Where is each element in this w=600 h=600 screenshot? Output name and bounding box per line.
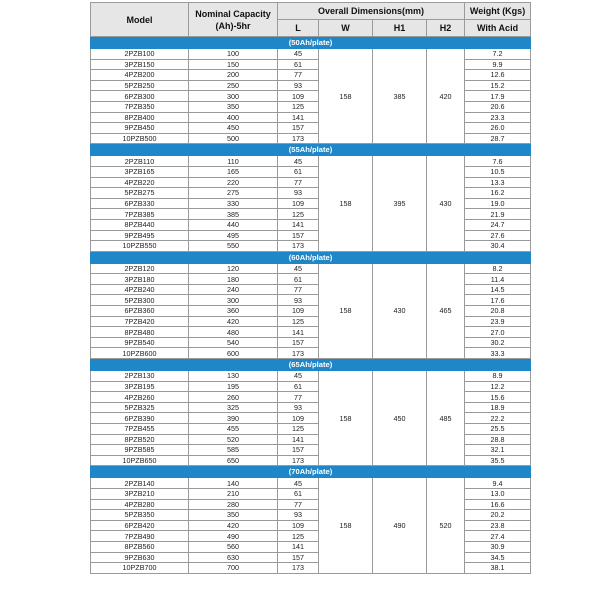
cell-capacity: 455 [189, 424, 278, 435]
table-row [91, 230, 531, 241]
cell-weight: 20.8 [465, 306, 531, 317]
cell-weight: 7.2 [465, 49, 531, 60]
cell-length: 45 [278, 263, 319, 274]
cell-model: 10PZB700 [91, 563, 189, 574]
table-row [91, 219, 531, 230]
cell-model: 2PZB100 [91, 49, 189, 60]
cell-capacity: 480 [189, 327, 278, 338]
cell-height-h2: 520 [427, 478, 465, 573]
cell-length: 109 [278, 413, 319, 424]
cell-length: 93 [278, 188, 319, 199]
table-row [91, 520, 531, 531]
header-l: L [278, 20, 319, 37]
cell-weight: 26.0 [465, 123, 531, 134]
cell-weight: 18.9 [465, 402, 531, 413]
cell-length: 125 [278, 531, 319, 542]
cell-weight: 16.2 [465, 188, 531, 199]
cell-weight: 23.9 [465, 316, 531, 327]
cell-length: 93 [278, 80, 319, 91]
table-row [91, 337, 531, 348]
table-row [91, 402, 531, 413]
cell-width: 158 [319, 49, 373, 144]
table-row [91, 101, 531, 112]
cell-model: 3PZB165 [91, 166, 189, 177]
cell-capacity: 520 [189, 434, 278, 445]
cell-length: 45 [278, 156, 319, 167]
table-row [91, 133, 531, 144]
cell-weight: 9.9 [465, 59, 531, 70]
cell-weight: 8.2 [465, 263, 531, 274]
header-weight: Weight (Kgs) [465, 3, 531, 20]
cell-model: 3PZB210 [91, 488, 189, 499]
header-dimensions: Overall Dimensions(mm) [278, 3, 465, 20]
cell-model: 8PZB440 [91, 219, 189, 230]
cell-capacity: 540 [189, 337, 278, 348]
header-h2: H2 [427, 20, 465, 37]
cell-length: 125 [278, 101, 319, 112]
table-body [91, 37, 531, 574]
cell-weight: 14.5 [465, 284, 531, 295]
group-label: (65Ah/plate) [91, 359, 531, 371]
cell-model: 8PZB560 [91, 541, 189, 552]
table-row [91, 392, 531, 403]
cell-capacity: 165 [189, 166, 278, 177]
cell-model: 6PZB360 [91, 306, 189, 317]
cell-weight: 22.2 [465, 413, 531, 424]
cell-model: 6PZB300 [91, 91, 189, 102]
cell-capacity: 250 [189, 80, 278, 91]
table-row [91, 381, 531, 392]
cell-length: 61 [278, 166, 319, 177]
cell-model: 9PZB540 [91, 337, 189, 348]
cell-length: 157 [278, 337, 319, 348]
cell-model: 5PZB350 [91, 510, 189, 521]
group-row [91, 144, 531, 156]
cell-weight: 8.9 [465, 371, 531, 382]
cell-length: 173 [278, 455, 319, 466]
header-w: W [319, 20, 373, 37]
cell-weight: 32.1 [465, 445, 531, 456]
cell-weight: 21.9 [465, 209, 531, 220]
cell-length: 93 [278, 295, 319, 306]
cell-model: 10PZB500 [91, 133, 189, 144]
table-row [91, 198, 531, 209]
cell-weight: 25.5 [465, 424, 531, 435]
cell-height-h2: 430 [427, 156, 465, 251]
cell-weight: 15.2 [465, 80, 531, 91]
group-row [91, 251, 531, 263]
cell-weight: 16.6 [465, 499, 531, 510]
cell-length: 93 [278, 402, 319, 413]
table-row [91, 274, 531, 285]
cell-model: 7PZB350 [91, 101, 189, 112]
group-row [91, 466, 531, 478]
cell-model: 8PZB400 [91, 112, 189, 123]
cell-model: 7PZB455 [91, 424, 189, 435]
cell-model: 9PZB450 [91, 123, 189, 134]
cell-weight: 34.5 [465, 552, 531, 563]
cell-length: 45 [278, 478, 319, 489]
cell-height-h2: 420 [427, 49, 465, 144]
cell-length: 125 [278, 209, 319, 220]
cell-capacity: 300 [189, 91, 278, 102]
cell-capacity: 550 [189, 241, 278, 252]
cell-length: 109 [278, 198, 319, 209]
cell-weight: 17.9 [465, 91, 531, 102]
cell-weight: 28.8 [465, 434, 531, 445]
cell-capacity: 385 [189, 209, 278, 220]
cell-capacity: 490 [189, 531, 278, 542]
cell-length: 173 [278, 241, 319, 252]
cell-weight: 20.6 [465, 101, 531, 112]
header-capacity: Nominal Capacity (Ah)-5hr [189, 3, 278, 37]
cell-capacity: 495 [189, 230, 278, 241]
cell-capacity: 130 [189, 371, 278, 382]
cell-capacity: 110 [189, 156, 278, 167]
cell-weight: 12.6 [465, 70, 531, 81]
table-row [91, 263, 531, 274]
cell-capacity: 420 [189, 520, 278, 531]
header-h1: H1 [373, 20, 427, 37]
cell-length: 77 [278, 284, 319, 295]
cell-length: 61 [278, 59, 319, 70]
cell-length: 173 [278, 133, 319, 144]
cell-weight: 33.3 [465, 348, 531, 359]
cell-model: 2PZB120 [91, 263, 189, 274]
cell-model: 5PZB275 [91, 188, 189, 199]
cell-model: 2PZB140 [91, 478, 189, 489]
cell-weight: 7.6 [465, 156, 531, 167]
cell-height-h1: 385 [373, 49, 427, 144]
table-row [91, 156, 531, 167]
cell-weight: 13.3 [465, 177, 531, 188]
cell-capacity: 120 [189, 263, 278, 274]
cell-capacity: 140 [189, 478, 278, 489]
cell-capacity: 100 [189, 49, 278, 60]
table-row [91, 531, 531, 542]
cell-capacity: 280 [189, 499, 278, 510]
cell-length: 157 [278, 552, 319, 563]
cell-length: 77 [278, 177, 319, 188]
cell-capacity: 440 [189, 219, 278, 230]
cell-model: 10PZB650 [91, 455, 189, 466]
table-row [91, 80, 531, 91]
cell-weight: 11.4 [465, 274, 531, 285]
table-row [91, 177, 531, 188]
cell-weight: 27.0 [465, 327, 531, 338]
cell-model: 4PZB280 [91, 499, 189, 510]
cell-length: 45 [278, 371, 319, 382]
cell-weight: 27.4 [465, 531, 531, 542]
table-row [91, 295, 531, 306]
cell-length: 45 [278, 49, 319, 60]
cell-capacity: 240 [189, 284, 278, 295]
cell-length: 141 [278, 541, 319, 552]
group-label: (50Ah/plate) [91, 37, 531, 49]
cell-weight: 20.2 [465, 510, 531, 521]
cell-capacity: 275 [189, 188, 278, 199]
cell-length: 125 [278, 316, 319, 327]
cell-weight: 15.6 [465, 392, 531, 403]
cell-length: 173 [278, 348, 319, 359]
cell-length: 141 [278, 112, 319, 123]
cell-width: 158 [319, 371, 373, 466]
table-row [91, 541, 531, 552]
table-row [91, 70, 531, 81]
cell-length: 173 [278, 563, 319, 574]
cell-capacity: 560 [189, 541, 278, 552]
cell-weight: 9.4 [465, 478, 531, 489]
header-with-acid: With Acid [465, 20, 531, 37]
cell-length: 109 [278, 91, 319, 102]
cell-model: 2PZB130 [91, 371, 189, 382]
cell-length: 93 [278, 510, 319, 521]
battery-spec-table [90, 2, 531, 574]
cell-length: 61 [278, 488, 319, 499]
cell-capacity: 630 [189, 552, 278, 563]
table-row [91, 112, 531, 123]
cell-weight: 19.0 [465, 198, 531, 209]
cell-capacity: 390 [189, 413, 278, 424]
table-row [91, 348, 531, 359]
group-label: (70Ah/plate) [91, 466, 531, 478]
table-row [91, 488, 531, 499]
cell-weight: 10.5 [465, 166, 531, 177]
cell-length: 157 [278, 445, 319, 456]
cell-capacity: 700 [189, 563, 278, 574]
cell-capacity: 195 [189, 381, 278, 392]
table-row [91, 284, 531, 295]
table-row [91, 424, 531, 435]
table-row [91, 552, 531, 563]
cell-weight: 23.3 [465, 112, 531, 123]
table-row [91, 188, 531, 199]
cell-capacity: 260 [189, 392, 278, 403]
cell-length: 77 [278, 70, 319, 81]
table-row [91, 434, 531, 445]
table-row [91, 478, 531, 489]
cell-length: 109 [278, 306, 319, 317]
cell-weight: 30.9 [465, 541, 531, 552]
cell-model: 10PZB550 [91, 241, 189, 252]
table-row [91, 316, 531, 327]
cell-weight: 28.7 [465, 133, 531, 144]
cell-capacity: 400 [189, 112, 278, 123]
group-label: (60Ah/plate) [91, 251, 531, 263]
group-label: (55Ah/plate) [91, 144, 531, 156]
cell-model: 5PZB325 [91, 402, 189, 413]
cell-model: 4PZB220 [91, 177, 189, 188]
cell-capacity: 585 [189, 445, 278, 456]
cell-weight: 17.6 [465, 295, 531, 306]
table-row [91, 209, 531, 220]
cell-capacity: 325 [189, 402, 278, 413]
table-row [91, 455, 531, 466]
cell-width: 158 [319, 263, 373, 358]
cell-capacity: 500 [189, 133, 278, 144]
cell-capacity: 180 [189, 274, 278, 285]
cell-model: 3PZB150 [91, 59, 189, 70]
cell-model: 4PZB260 [91, 392, 189, 403]
cell-weight: 27.6 [465, 230, 531, 241]
table-row [91, 499, 531, 510]
table-row [91, 123, 531, 134]
table-row [91, 59, 531, 70]
cell-capacity: 210 [189, 488, 278, 499]
group-row [91, 359, 531, 371]
cell-capacity: 450 [189, 123, 278, 134]
cell-weight: 30.4 [465, 241, 531, 252]
cell-model: 6PZB390 [91, 413, 189, 424]
cell-height-h1: 430 [373, 263, 427, 358]
cell-capacity: 200 [189, 70, 278, 81]
cell-weight: 24.7 [465, 219, 531, 230]
table-header [91, 3, 531, 37]
cell-length: 141 [278, 327, 319, 338]
cell-model: 9PZB585 [91, 445, 189, 456]
table-row [91, 413, 531, 424]
cell-height-h1: 450 [373, 371, 427, 466]
cell-capacity: 220 [189, 177, 278, 188]
cell-model: 5PZB300 [91, 295, 189, 306]
cell-model: 3PZB195 [91, 381, 189, 392]
cell-model: 8PZB520 [91, 434, 189, 445]
table-row [91, 49, 531, 60]
cell-height-h2: 485 [427, 371, 465, 466]
cell-capacity: 350 [189, 510, 278, 521]
cell-model: 6PZB330 [91, 198, 189, 209]
cell-capacity: 350 [189, 101, 278, 112]
cell-capacity: 300 [189, 295, 278, 306]
cell-model: 7PZB420 [91, 316, 189, 327]
cell-model: 4PZB240 [91, 284, 189, 295]
table-row [91, 241, 531, 252]
table-row [91, 445, 531, 456]
cell-weight: 30.2 [465, 337, 531, 348]
cell-model: 4PZB200 [91, 70, 189, 81]
cell-model: 6PZB420 [91, 520, 189, 531]
table-row [91, 306, 531, 317]
table-row [91, 510, 531, 521]
cell-length: 77 [278, 499, 319, 510]
table-row [91, 166, 531, 177]
cell-length: 61 [278, 274, 319, 285]
cell-length: 157 [278, 230, 319, 241]
cell-weight: 38.1 [465, 563, 531, 574]
header-model: Model [91, 3, 189, 37]
cell-length: 141 [278, 434, 319, 445]
cell-capacity: 420 [189, 316, 278, 327]
cell-length: 157 [278, 123, 319, 134]
cell-length: 109 [278, 520, 319, 531]
cell-height-h2: 465 [427, 263, 465, 358]
cell-weight: 12.2 [465, 381, 531, 392]
cell-length: 141 [278, 219, 319, 230]
cell-weight: 35.5 [465, 455, 531, 466]
cell-model: 3PZB180 [91, 274, 189, 285]
cell-capacity: 150 [189, 59, 278, 70]
cell-model: 8PZB480 [91, 327, 189, 338]
cell-model: 9PZB630 [91, 552, 189, 563]
cell-length: 61 [278, 381, 319, 392]
table-row [91, 91, 531, 102]
table-row [91, 327, 531, 338]
cell-weight: 23.8 [465, 520, 531, 531]
group-row [91, 37, 531, 49]
cell-capacity: 330 [189, 198, 278, 209]
cell-model: 5PZB250 [91, 80, 189, 91]
cell-capacity: 650 [189, 455, 278, 466]
cell-width: 158 [319, 478, 373, 573]
cell-model: 2PZB110 [91, 156, 189, 167]
cell-model: 9PZB495 [91, 230, 189, 241]
cell-height-h1: 490 [373, 478, 427, 573]
cell-capacity: 360 [189, 306, 278, 317]
table-row [91, 563, 531, 574]
table-row [91, 371, 531, 382]
cell-length: 77 [278, 392, 319, 403]
cell-weight: 13.0 [465, 488, 531, 499]
cell-model: 7PZB490 [91, 531, 189, 542]
cell-capacity: 600 [189, 348, 278, 359]
cell-model: 7PZB385 [91, 209, 189, 220]
cell-width: 158 [319, 156, 373, 251]
cell-height-h1: 395 [373, 156, 427, 251]
cell-length: 125 [278, 424, 319, 435]
cell-model: 10PZB600 [91, 348, 189, 359]
